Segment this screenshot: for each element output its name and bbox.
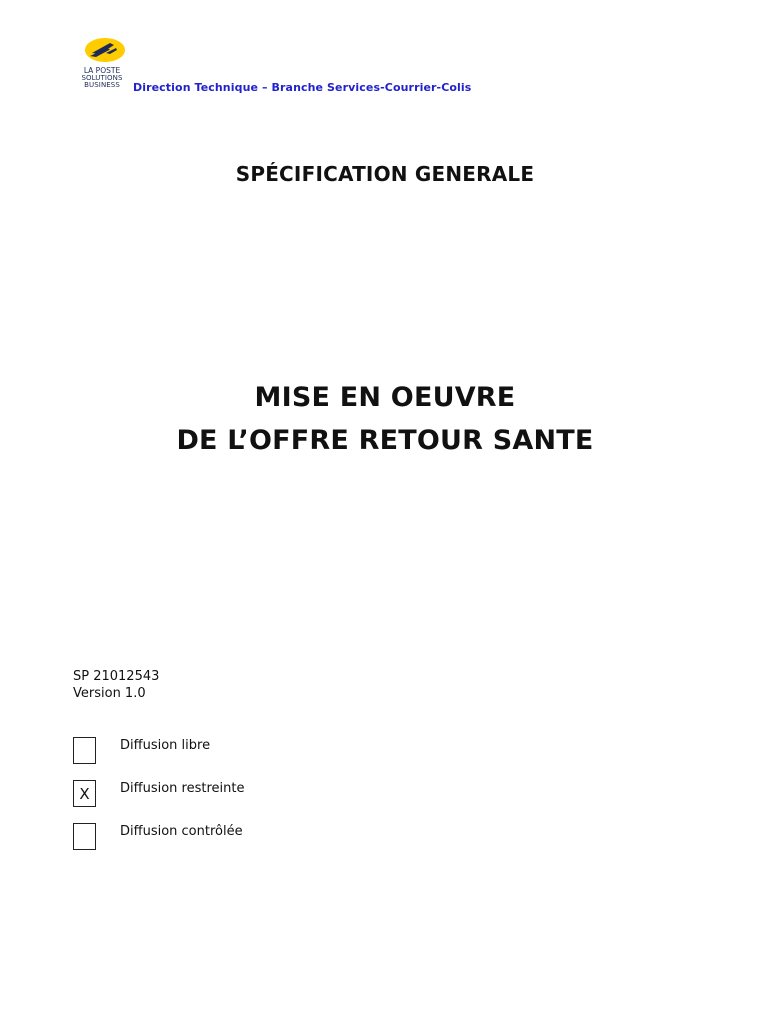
document-title-line-1: MISE EN OEUVRE [254,382,516,413]
diffusion-restreinte-label: Diffusion restreinte [120,781,245,796]
diffusion-option-restreinte [73,780,473,810]
logo-line-brand: LA POSTE [83,66,121,75]
la-poste-logo [76,36,128,94]
document-title [0,376,770,462]
logo-wordmark [76,67,128,90]
diffusion-controlee-checkbox[interactable] [73,823,96,850]
department-header: Direction Technique – Branche Services-Courrier-Colis [133,81,472,94]
diffusion-option-controlee [73,823,473,853]
la-poste-bird-logo-icon [80,36,126,66]
document-reference: SP 21012543 [73,669,160,684]
diffusion-option-libre [73,737,473,767]
diffusion-restreinte-checkbox[interactable]: X [73,780,96,807]
diffusion-controlee-label: Diffusion contrôlée [120,824,243,839]
document-version: Version 1.0 [73,686,146,701]
diffusion-libre-label: Diffusion libre [120,738,211,753]
diffusion-libre-checkbox[interactable] [73,737,96,764]
logo-line-business: BUSINESS [84,81,120,89]
document-reference-block [73,668,159,702]
document-title-line-2: DE L’OFFRE RETOUR SANTE [176,425,594,456]
document-category: SPÉCIFICATION GENERALE [235,162,535,186]
logo-line-solutions: SOLUTIONS [81,73,123,82]
